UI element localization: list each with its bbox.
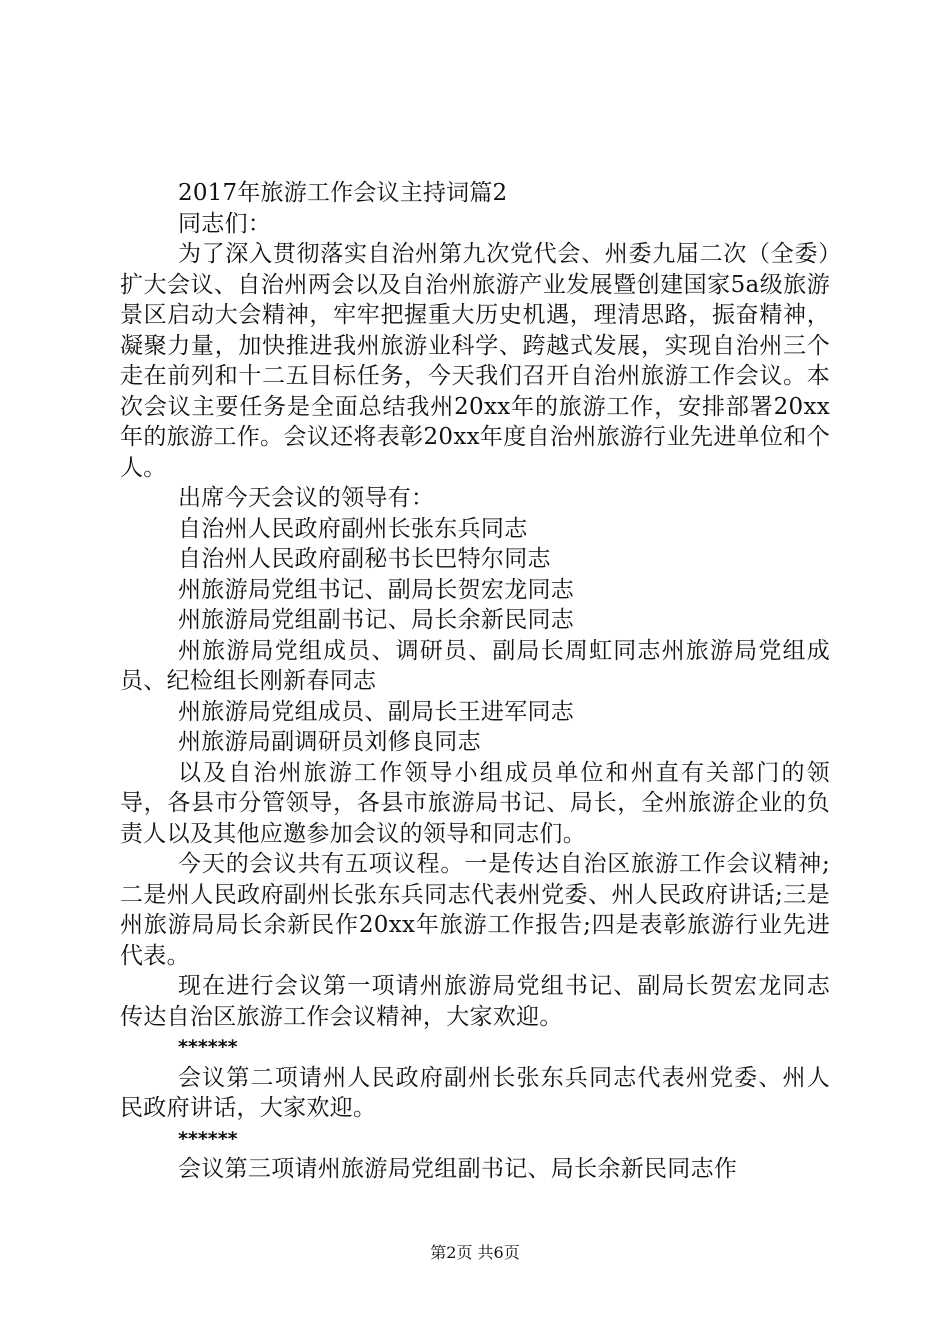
attendee-line: 自治州人民政府副秘书长巴特尔同志 <box>178 546 551 572</box>
greeting: 同志们： <box>178 210 272 237</box>
section-separator: ****** <box>178 1036 238 1058</box>
agenda-paragraph: 今天的会议共有五项议程。一是传达自治区旅游工作会议精神;二是州人民政府副州长张东兵同志代表州党委、州人民政府讲话;三是州旅游局局长余新民作20xx年旅游工作报告;四是表彰旅游行业先进代表。 <box>120 851 830 969</box>
attendee-line: 州旅游局副调研员刘修良同志 <box>178 729 481 755</box>
other-attendees-paragraph: 以及自治州旅游工作领导小组成员单位和州直有关部门的领导，各县市分管领导，各县市旅游局书记、局长，全州旅游企业的负责人以及其他应邀参加会议的领导和同志们。 <box>120 759 830 847</box>
opening-paragraph: 为了深入贯彻落实自治州第九次党代会、州委九届二次（全委）扩大会议、自治州两会以及自治州旅游产业发展暨创建国家5a级旅游景区启动大会精神，牢牢把握重大历史机遇，理清思路，振奋精神，凝聚力量，加快推进我州旅游业科学、跨越式发展，实现自治州三个走在前列和十二五目标任务，今天我们召开自治州旅游工作会议。本次会议主要任务是全面总结我州20xx年的旅游工作，安排部署20xx年的旅游工作。会议还将表彰20xx年度自治州旅游行业先进单位和个人。 <box>120 241 830 481</box>
attendees-intro: 出席今天会议的领导有： <box>178 485 435 511</box>
attendee-line: 州旅游局党组成员、副局长王进军同志 <box>178 698 575 725</box>
attendee-line: 州旅游局党组成员、调研员、副局长周虹同志州旅游局党组成员、纪检组长刚新春同志 <box>120 637 830 694</box>
attendee-line: 州旅游局党组副书记、局长余新民同志 <box>178 607 575 633</box>
document-title: 2017年旅游工作会议主持词篇2 <box>178 180 508 206</box>
agenda-item-3: 会议第三项请州旅游局党组副书记、局长余新民同志作 <box>178 1156 738 1182</box>
attendee-line: 自治州人民政府副州长张东兵同志 <box>178 515 528 542</box>
section-separator: ****** <box>178 1127 238 1150</box>
document-body <box>120 178 830 1185</box>
agenda-item-2: 会议第二项请州人民政府副州长张东兵同志代表州党委、州人民政府讲话，大家欢迎。 <box>120 1064 830 1121</box>
attendee-line: 州旅游局党组书记、副局长贺宏龙同志 <box>178 576 575 603</box>
agenda-item-1: 现在进行会议第一项请州旅游局党组书记、副局长贺宏龙同志传达自治区旅游工作会议精神，大家欢迎。 <box>120 973 830 1030</box>
page-footer: 第2页 共6页 <box>430 1243 520 1262</box>
